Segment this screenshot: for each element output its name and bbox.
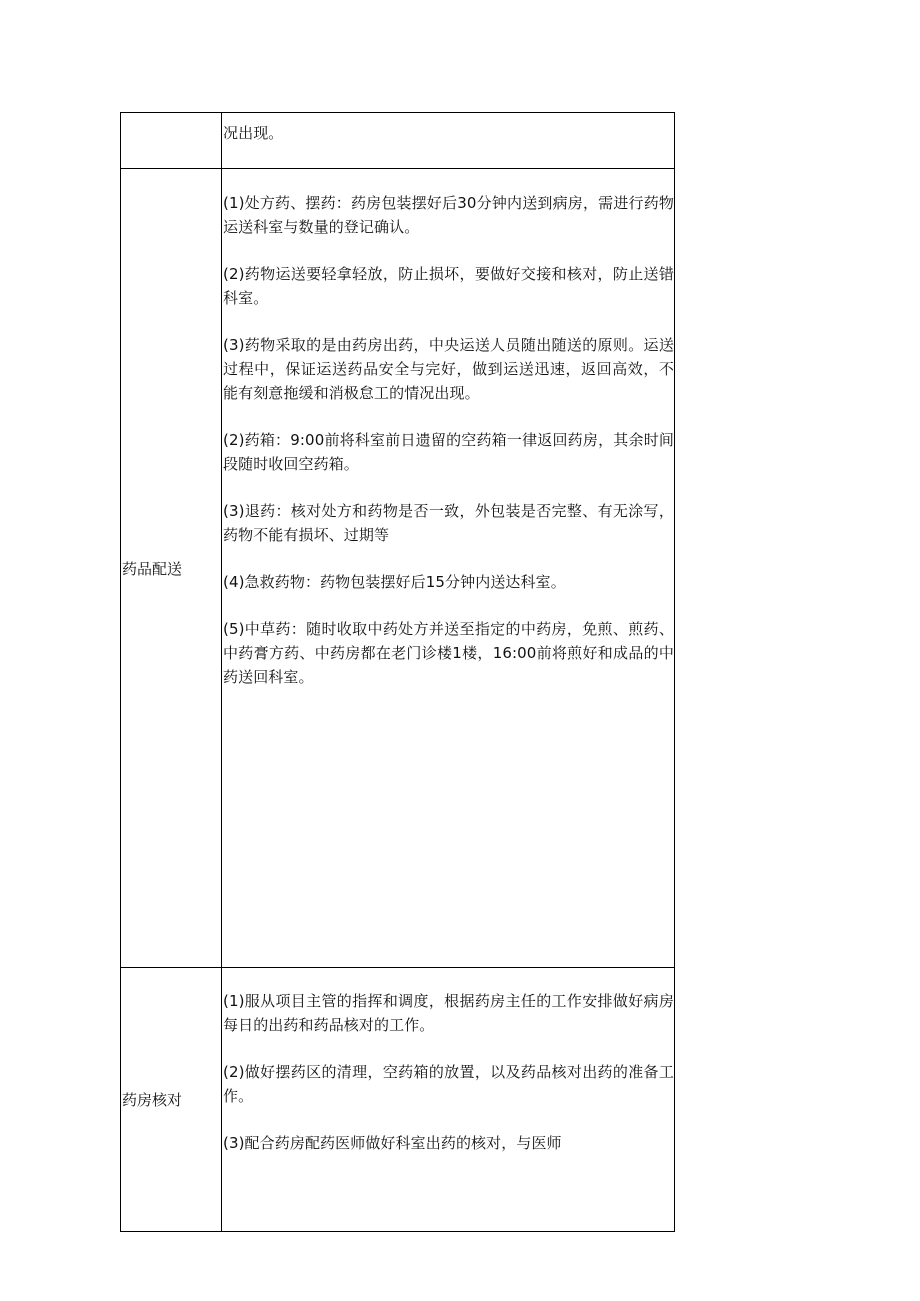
paragraph: (2)做好摆药区的清理，空药箱的放置，以及药品核对出药的准备工作。: [223, 1063, 674, 1105]
table-row: [121, 113, 675, 169]
row-content: [222, 968, 675, 1232]
paragraph: (2)药箱：9:00前将科室前日遗留的空药箱一律返回药房，其余时间段随时收回空药箱。: [223, 431, 674, 473]
table-row: [121, 169, 675, 968]
row-content: [222, 113, 675, 169]
paragraph: (1)服从项目主管的指挥和调度，根据药房主任的工作安排做好病房每日的出药和药品核对的工作。: [223, 992, 674, 1034]
paragraph: (1)处方药、摆药：药房包装摆好后30分钟内送到病房，需进行药物运送科室与数量的登记确认。: [223, 194, 674, 236]
paragraph: (4)急救药物：药物包装摆好后15分钟内送达科室。: [223, 573, 566, 591]
row-content: [222, 169, 675, 968]
paragraph: (5)中草药：随时收取中药处方并送至指定的中药房，免煎、煎药、中药膏方药、中药房都在老门诊楼1楼，16:00前将煎好和成品的中药送回科室。: [223, 620, 674, 686]
table-row: [121, 968, 675, 1232]
row-label-pharmacy-check: 药房核对: [121, 968, 222, 1232]
paragraph: (3)配合药房配药医师做好科室出药的核对，与医师: [223, 1134, 562, 1152]
row-label: [121, 113, 222, 169]
paragraph: (3)药物采取的是由药房出药，中央运送人员随出随送的原则。运送过程中，保证运送药品安全与完好，做到运送迅速，返回高效，不能有刻意拖缓和消极怠工的情况出现。: [223, 336, 674, 402]
row-label-drug-delivery: 药品配送: [121, 169, 222, 968]
duty-table: [120, 112, 675, 1232]
paragraph: (3)退药：核对处方和药物是否一致，外包装是否完整、有无涂写，药物不能有损坏、过期等: [223, 502, 674, 544]
paragraph: (2)药物运送要轻拿轻放，防止损坏，要做好交接和核对，防止送错科室。: [223, 265, 674, 307]
paragraph: 况出现。: [223, 124, 284, 142]
